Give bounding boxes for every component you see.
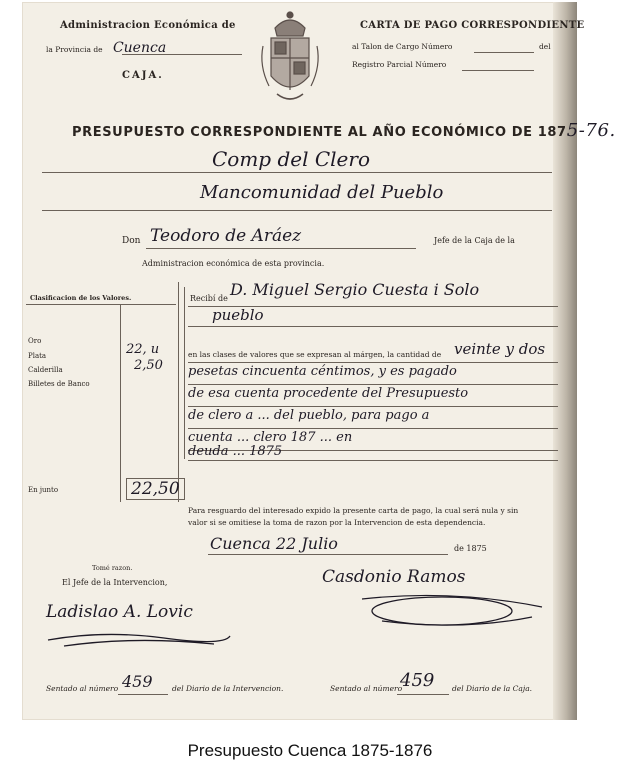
values-right-rule — [178, 282, 179, 502]
binding-spine — [553, 2, 577, 720]
body-print-text: en las clases de valores que se expresan al márgen, la cantidad de — [188, 350, 442, 359]
value-amount-calderilla: 2,50 — [134, 358, 163, 373]
body-print-hand: veinte y dos — [454, 340, 546, 358]
signature-left-flourish-icon — [44, 628, 234, 650]
talon-blank — [474, 52, 534, 53]
total-label: En junto — [28, 486, 59, 494]
talon-suffix: del — [539, 42, 551, 51]
body-hand-line-1: pesetas cincuenta céntimos, y es pagado — [188, 364, 457, 379]
body-line-8 — [188, 460, 558, 461]
body-hand-line-5: deuda ... 1875 — [188, 444, 283, 459]
hand-line-pueblo: Mancomunidad del Pueblo — [200, 182, 444, 203]
registro-label: Registro Parcial Número — [352, 60, 447, 69]
registro-blank — [462, 70, 534, 71]
header-left-caja: CAJA. — [122, 70, 164, 81]
body-line2-hand: pueblo — [212, 306, 264, 324]
value-row-billetes: Billetes de Banco — [28, 380, 90, 388]
budget-title — [72, 120, 616, 141]
budget-year-hand: 5-76. — [566, 120, 616, 141]
province-prefix: la Provincia de — [46, 45, 103, 54]
royal-crest-icon — [257, 6, 323, 106]
footer-line2: valor si se omitiese la toma de razon por la Intervencion de esta dependencia. — [188, 518, 486, 527]
body-hand-line-4: cuenta ... clero 187 ... en — [188, 430, 353, 445]
sentado-right-prefix: Sentado al número — [330, 684, 403, 693]
sentado-left-hand: 459 — [122, 672, 153, 691]
header-right-line1: CARTA DE PAGO CORRESPONDIENTE — [360, 20, 585, 31]
hand-line-clero: Comp del Clero — [212, 147, 370, 171]
ruled-line-2 — [42, 210, 552, 211]
body-line-4 — [188, 384, 558, 385]
body-line-5 — [188, 406, 558, 407]
image-caption: Presupuesto Cuenca 1875-1876 — [187, 741, 433, 760]
province-hand: Cuenca — [112, 40, 167, 56]
don-underline — [146, 248, 416, 249]
values-heading: Clasificacion de los Valores. — [30, 294, 132, 302]
sentado-left-suffix: del Diario de la Intervencion. — [172, 684, 284, 693]
talon-label: al Talon de Cargo Número — [352, 42, 453, 51]
sentado-right-underline — [397, 694, 449, 695]
recibi-prefix: Recibí de — [190, 294, 228, 303]
body-line-6 — [188, 428, 558, 429]
recibi-hand: D. Miguel Sergio Cuesta i Solo — [230, 280, 480, 299]
province-underline — [122, 54, 242, 55]
tome-razon: Tomé razon. — [92, 564, 133, 572]
jefe-intervencion: El Jefe de la Intervencion, — [62, 578, 168, 587]
header-left-line1: Administracion Económica de — [60, 20, 236, 31]
value-amount-plata: 22, u — [126, 342, 160, 357]
values-column-rule — [120, 304, 121, 502]
payment-receipt-document — [22, 2, 616, 720]
don-prefix: Don — [122, 236, 141, 246]
budget-title-text: PRESUPUESTO CORRESPONDIENTE AL AÑO ECONÓMICO DE 187 — [72, 125, 567, 140]
values-heading-rule — [26, 304, 176, 305]
total-hand: 22,50 — [126, 478, 185, 500]
place-date-hand: Cuenca 22 Julio — [210, 534, 338, 553]
value-row-oro: Oro — [28, 337, 42, 345]
footer-year: de 1875 — [454, 544, 487, 553]
body-hand-line-2: de esa cuenta procedente del Presupuesto — [188, 386, 469, 401]
sentado-left-prefix: Sentado al número — [46, 684, 119, 693]
footer-line1: Para resguardo del interesado expido la presente carta de pago, la cual será nula y sin — [188, 506, 519, 515]
ruled-line-1 — [42, 172, 552, 173]
value-row-plata: Plata — [28, 352, 47, 360]
don-line2: Administracion económica de esta provincia. — [142, 259, 325, 268]
body-line-3 — [188, 362, 558, 363]
don-suffix: Jefe de la Caja de la — [434, 236, 515, 245]
header-right-line2 — [352, 42, 452, 51]
value-row-calderilla: Calderilla — [28, 366, 63, 374]
sentado-right-hand: 459 — [400, 670, 435, 691]
signature-left: Ladislao A. Lovic — [46, 602, 193, 622]
body-left-rule — [184, 287, 185, 459]
sentado-left-underline — [118, 694, 168, 695]
don-name-hand: Teodoro de Aráez — [150, 226, 302, 246]
signature-right-flourish-icon — [352, 587, 552, 632]
body-hand-line-3: de clero a ... del pueblo, para pago a — [188, 408, 430, 423]
body-line-2 — [188, 326, 558, 327]
sentado-right-suffix: del Diario de la Caja. — [452, 684, 533, 693]
signature-right: Casdonio Ramos — [322, 567, 466, 587]
place-underline — [208, 554, 448, 555]
